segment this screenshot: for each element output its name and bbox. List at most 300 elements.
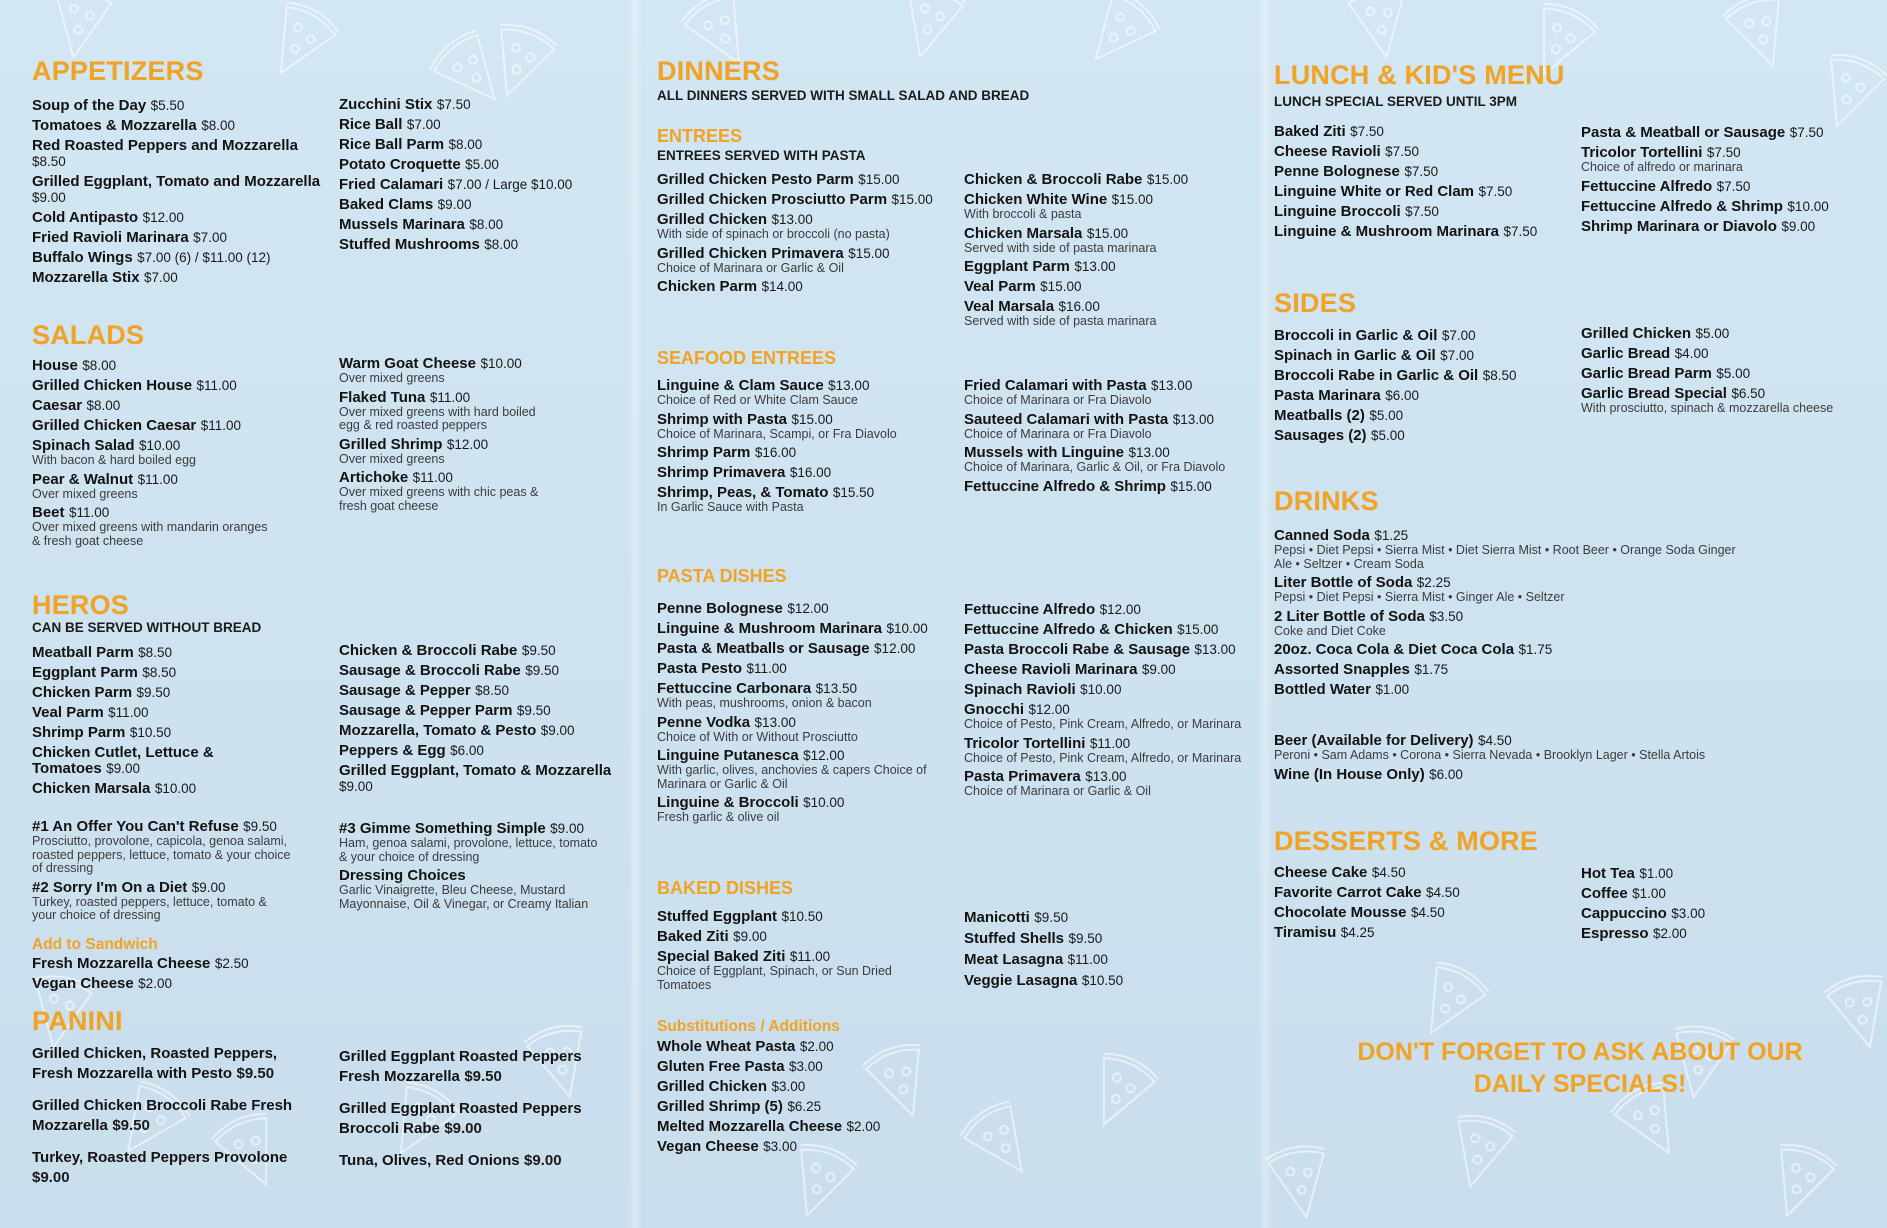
menu-item-price: $13.00 [1194,642,1236,657]
menu-item-name: Garlic Bread Special [1581,385,1727,402]
menu-item-price: $8.00 [469,217,504,232]
menu-item [32,745,282,777]
menu-item-description: Over mixed greens with chic peas & fresh goat cheese [339,485,539,513]
pizza-slice-icon [1822,970,1887,1054]
menu-item [32,438,272,468]
menu-item-name: Grilled Eggplant, Tomato & Mozzarella [339,762,612,779]
menu-item-price: $7.50 [1405,204,1439,219]
menu-item-name: Mussels Marinara [339,216,465,233]
menu-item-price: $15.00 [1170,478,1212,494]
menu-item-price: $8.00 [201,118,236,133]
entrees-subtitle: ENTREES SERVED WITH PASTA [657,148,866,163]
menu-item [657,485,957,515]
menu-item-description: Choice of Marinara, Scampi, or Fra Diavolo [657,426,897,441]
menu-item-name: Cold Antipasto [32,209,139,226]
menu-item [964,642,1264,658]
heros-subtitle: CAN BE SERVED WITHOUT BREAD [32,620,262,635]
menu-item [657,621,957,637]
menu-item [1581,125,1881,141]
menu-item [657,378,957,408]
menu-item [1581,366,1841,382]
menu-item-name: Broccoli Rabe in Garlic & Oil [1274,367,1479,384]
menu-item-description: Coke and Diet Coke [1274,623,1386,638]
menu-item-price: $12.00 [803,748,845,763]
menu-item-name: Espresso [1581,925,1649,942]
menu-item [1274,885,1574,901]
menu-item-price: $1.75 [1518,642,1553,657]
menu-item-price: $9.50 [236,1065,275,1082]
menu-item-price: $11.00 [200,418,241,433]
menu-item-name: Veal Parm [32,704,104,721]
menu-item-price: $5.50 [150,98,185,113]
menu-item [339,763,629,795]
menu-item-price: $11.00 [412,470,453,485]
menu-item [1274,642,1754,658]
menu-item-price: $15.00 [858,172,900,187]
menu-item-name: Canned Soda [1274,527,1370,544]
menu-item-price: $8.50 [475,683,509,698]
menu-item-name: Garlic Bread Parm [1581,365,1712,382]
menu-item [1274,767,1774,783]
menu-item-price: $12.00 [142,210,184,225]
menu-item-price: $7.50 [1789,125,1824,140]
menu-item [657,192,957,208]
menu-item-name: Garlic Bread [1581,345,1671,362]
menu-item [1274,865,1574,881]
pizza-slice-icon [479,19,560,106]
menu-item-price: $1.00 [1639,866,1674,881]
menu-item-name: Flaked Tuna [339,388,426,406]
menu-item-description: Fresh garlic & olive oil [657,810,780,824]
menu-item-price: $16.00 [1058,299,1100,314]
menu-item-name: Sausage & Pepper [339,682,471,699]
menu-item [32,174,322,206]
menu-item-description: With garlic, olives, anchovies & capers Choice of Marinara or Garlic & Oil [657,763,927,791]
menu-item [657,412,957,442]
lunch-col-2 [1581,125,1881,239]
menu-item [339,821,609,864]
menu-item-description: Choice of Pesto, Pink Cream, Alfredo, or Marinara [964,717,1242,731]
menu-item [964,192,1254,222]
menu-item-price: $3.00 [771,1079,806,1094]
menu-item-name: Bottled Water [1274,681,1371,698]
menu-item-price: $7.50 [1350,124,1384,139]
menu-item-name: Veal Marsala [964,298,1055,315]
menu-item-name: Assorted Snapples [1274,661,1410,678]
menu-item-description: Over mixed greens with mandarin oranges & fresh goat cheese [32,520,268,548]
menu-item [964,682,1264,698]
menu-item-name: Gluten Free Pasta [657,1058,785,1075]
menu-item-price: $7.50 [436,97,471,112]
menu-item [32,956,322,972]
menu-item-price: $6.25 [787,1099,822,1114]
menu-item-description: Pepsi • Diet Pepsi • Sierra Mist • Ginger Ale • Seltzer [1274,590,1565,604]
menu-item [657,1079,957,1095]
menu-item-price: $9.00 [191,879,226,895]
menu-item [32,250,322,266]
menu-item-name: Eggplant Parm [32,664,138,681]
menu-item [657,929,937,945]
menu-item [657,172,957,188]
menu-item-price: $9.50 [1034,910,1069,925]
menu-item [1581,886,1841,902]
menu-item [964,769,1264,799]
menu-item [964,445,1254,475]
menu-item [1274,905,1574,921]
menu-item-price: $4.50 [1426,885,1460,900]
pizza-slice-icon [1265,1142,1336,1222]
menu-item-price: $13.00 [1085,769,1127,784]
menu-item-price: $15.00 [1177,622,1219,637]
menu-item [657,465,957,481]
menu-item-description: Choice of Red or White Clam Sauce [657,393,858,407]
menu-item-description: Over mixed greens [339,451,445,466]
menu-item-name: Fettuccine Alfredo [1581,177,1713,195]
menu-item-name: Fried Ravioli Marinara [32,229,189,246]
pizza-slice-icon [255,0,342,88]
menu-item-price: $7.00 [406,117,441,132]
menu-item-price: $11.00 [746,661,787,676]
menu-item-name: Caesar [32,397,83,414]
menu-item-name: Linguine & Mushroom Marinara [657,620,883,637]
menu-item-name: Chicken Parm [657,278,758,295]
menu-item-name: Pasta Marinara [1274,387,1381,404]
menu-item-name: Mozzarella, Tomato & Pesto [339,722,537,739]
drinks-list-2 [1274,733,1774,787]
menu-item-name: 2 Liter Bottle of Soda [1274,607,1425,625]
menu-item-name: Rice Ball Parm [339,136,445,153]
menu-item-description: Over mixed greens with hard boiled egg & red roasted peppers [339,404,536,432]
baked-col-2 [964,910,1244,994]
menu-item-description: Peroni • Sam Adams • Corona • Sierra Nevada • Brooklyn Lager • Stella Artois [1274,748,1706,762]
menu-item-price: $4.50 [1477,733,1512,748]
menu-item [1274,925,1574,941]
menu-item-name: Pasta Broccoli Rabe & Sausage [964,641,1190,658]
menu-item-price: $8.50 [32,154,66,169]
menu-item-price: $5.00 [1716,366,1751,381]
menu-item-description: Choice of Marinara or Fra Diavolo [964,426,1152,441]
menu-item [1274,609,1754,639]
menu-item-price: $6.50 [1731,386,1766,401]
menu-item-description: Prosciutto, provolone, capicola, genoa salami, roasted peppers, lettuce, tomato & your choice of dressing [32,834,291,875]
menu-item-price: $6.00 [1429,766,1463,782]
menu-item-name: Favorite Carrot Cake [1274,884,1422,901]
menu-item [32,138,322,170]
menu-item-price: $13.00 [771,212,813,227]
menu-item-price: $4.50 [1410,905,1445,920]
menu-item-name: Grilled Shrimp (5) [657,1098,783,1115]
menu-item [657,681,957,711]
menu-item-name: Grilled Chicken [657,1078,768,1095]
menu-item [339,1047,599,1087]
menu-item-name: Linguine & Clam Sauce [657,377,824,394]
menu-item [657,601,957,617]
menu-item-price: $7.00 [193,230,227,245]
menu-item [657,748,957,791]
menu-item-description: With prosciutto, spinach & mozzarella cheese [1581,401,1834,415]
menu-item-description: With bacon & hard boiled egg [32,453,196,467]
daily-specials-note: DON'T FORGET TO ASK ABOUT OUR DAILY SPECIALS! [1357,1038,1803,1098]
salads-col-1 [32,358,272,552]
menu-item-price: $9.00 [524,1152,562,1169]
appetizers-col-2 [339,97,629,257]
sides-col-2 [1581,326,1841,420]
menu-item-price: $14.00 [761,279,803,294]
menu-item-name: Fettuccine Alfredo [964,601,1096,618]
menu-item-name: Stuffed Mushrooms [339,236,480,253]
menu-item [1274,224,1574,240]
menu-item [657,1039,957,1055]
menu-item-description: Turkey, roasted peppers, lettuce, tomato & your choice of dressing [32,894,267,922]
menu-item-price: $3.00 [789,1059,823,1074]
menu-item-price: $7.50 [1503,224,1538,239]
menu-item-name: Cappuccino [1581,905,1667,922]
menu-item [339,868,609,911]
menu-item-name: Beet [32,504,65,521]
menu-item-description: Ham, genoa salami, provolone, lettuce, tomato & your choice of dressing [339,836,598,864]
menu-item-name: Fettuccine Alfredo & Shrimp [964,477,1166,495]
menu-item-price: $8.00 [448,137,483,152]
menu-item-description: Choice of Marinara or Garlic & Oil [964,784,1151,798]
menu-item [339,663,629,679]
menu-item-name: Chicken & Broccoli Rabe [339,642,518,659]
menu-item [339,1099,599,1139]
menu-item-name: Chicken White Wine [964,191,1108,208]
menu-item [339,117,629,133]
menu-item-price: $16.00 [754,445,797,460]
menu-item [1274,368,1574,384]
menu-item-name: Penne Bolognese [1274,163,1400,180]
menu-item-price: $9.00 [733,929,767,944]
menu-item-price: $13.00 [1074,259,1116,274]
menu-item-description: Choice of Marinara or Fra Diavolo [964,393,1152,407]
menu-item [1274,388,1574,404]
menu-item-name: 20oz. Coca Cola & Diet Coca Cola [1274,641,1515,658]
menu-item [1274,662,1754,678]
menu-item-name: Shrimp, Peas, & Tomato [657,484,829,501]
menu-item-name: #1 An Offer You Can't Refuse [32,818,239,835]
menu-item-price: $5.00 [1695,326,1730,341]
menu-item [1581,326,1841,342]
menu-item [339,1151,599,1171]
menu-item-name: Grilled Chicken Pesto Parm [657,171,854,188]
menu-item-name: Stuffed Shells [964,930,1065,947]
menu-item-price: $12.00 [446,436,489,452]
menu-item-price: $7.00 (6) / $11.00 (12) [137,250,271,265]
menu-item-name: Sausages (2) [1274,427,1367,444]
menu-item-price: $11.00 [429,389,471,405]
menu-item-name: Red Roasted Peppers and Mozzarella [32,137,298,154]
menu-item-price: $11.00 [68,505,110,520]
menu-item-price: $12.00 [1028,702,1070,717]
menu-item-price: $4.50 [1371,865,1406,880]
menu-item-name: House [32,357,78,374]
menu-item [32,398,272,414]
menu-item-price: $1.00 [1632,886,1666,901]
menu-item [1274,408,1574,424]
menu-item-name: Grilled Eggplant, Tomato and Mozzarella [32,173,321,190]
panini-col-1 [32,1044,302,1200]
menu-item [339,177,629,193]
menu-item-name: Shrimp Parm [657,444,751,461]
menu-item-price: $1.00 [1375,682,1410,697]
salads-title: SALADS [32,320,145,350]
substitutions-title: Substitutions / Additions [657,1018,840,1035]
menu-item-name: Zucchini Stix [339,96,433,113]
menu-item-name: Baked Ziti [657,928,729,945]
pizza-slice-icon [1077,1047,1161,1137]
menu-item-price: $15.00 [891,192,933,207]
menu-item-name: Eggplant Parm [964,258,1070,275]
menu-item-price: $9.50 [112,1117,150,1134]
menu-item-price: $9.50 [464,1068,502,1085]
menu-item-price: $10.00 [154,781,197,796]
menu-item-price: $3.50 [1429,608,1464,624]
menu-item-name: Pasta & Meatballs or Sausage [657,640,870,657]
menu-item [964,622,1264,638]
pizza-slice-icon [1073,0,1165,78]
menu-item-price: $1.75 [1414,662,1449,677]
pasta-col-1 [657,601,957,829]
menu-item [1274,733,1774,763]
menu-item [964,662,1264,678]
menu-item-name: Baked Clams [339,196,434,213]
menu-item-price: $2.00 [846,1119,881,1134]
menu-item [657,1139,957,1155]
menu-item [339,197,629,213]
menu-item-name: Fettuccine Carbonara [657,680,812,697]
menu-item-description: Pepsi • Diet Pepsi • Sierra Mist • Diet Sierra Mist • Root Beer • Orange Soda Ginger Ale • Seltzer • Cream Soda [1274,543,1736,571]
menu-item [964,736,1264,766]
menu-item-price: $2.00 [1653,926,1687,941]
menu-item-price: $11.00 [196,378,237,393]
pizza-slice-icon [1441,1110,1517,1194]
menu-item-price: $9.50 [516,703,551,718]
substitutions-list [657,1039,957,1159]
menu-item-price: $15.00 [1040,279,1082,294]
menu-item-name: Melted Mozzarella Cheese [657,1118,843,1135]
menu-item-name: Spinach Ravioli [964,681,1076,698]
menu-item-price: $13.00 [754,714,796,730]
menu-item-price: $8.50 [142,665,177,680]
menu-item-name: Veggie Lasagna [964,972,1078,989]
menu-item-price: $8.50 [1482,368,1517,383]
menu-item-price: $9.00 [437,197,472,212]
menu-item-price: $13.50 [815,681,857,696]
menu-item-price: $2.50 [214,956,249,971]
menu-item-price: $10.00 [480,356,522,371]
menu-item-name: Pasta Pesto [657,660,743,677]
menu-item-description: Garlic Vinaigrette, Bleu Cheese, Mustard Mayonnaise, Oil & Vinegar, or Creamy Italian [339,883,589,911]
menu-item-description: Choice of alfredo or marinara [1581,160,1743,174]
menu-item-price: $11.00 [1089,735,1131,751]
menu-item [657,795,957,825]
menu-item-name: Grilled Chicken Caesar [32,417,197,434]
lunch-col-1 [1274,124,1574,244]
menu-item-name: Turkey, Roasted Peppers Provolone [32,1149,288,1166]
menu-item [657,949,937,992]
menu-item-price: $7.00 [144,270,178,285]
menu-item-name: Sausage & Pepper Parm [339,702,513,719]
menu-item-description: Over mixed greens [32,486,138,501]
menu-item-price: $15.00 [1111,192,1153,207]
heros-specials-col-2 [339,821,609,915]
menu-item-price: $7.00 [1441,328,1476,343]
panini-title: PANINI [32,1006,123,1036]
menu-item [339,683,629,699]
menu-item-name: Dressing Choices [339,867,466,884]
menu-item-price: $11.00 [108,705,149,720]
desserts-title: DESSERTS & MORE [1274,826,1539,856]
menu-item [1581,346,1841,362]
menu-item-name: Chicken Cutlet, Lettuce & Tomatoes [32,744,214,777]
seafood-col-2 [964,378,1254,499]
menu-item [32,880,292,923]
menu-item-name: Shrimp Marinara or Diavolo [1581,217,1777,235]
menu-item-name: Wine (In House Only) [1274,765,1425,783]
dinners-subtitle: ALL DINNERS SERVED WITH SMALL SALAD AND BREAD [657,88,1030,103]
menu-item-description: With broccoli & pasta [964,207,1082,221]
menu-item-price: $9.00 [540,723,575,738]
menu-item-name: Coffee [1581,885,1628,902]
menu-item-name: Cheese Cake [1274,864,1368,881]
menu-item-name: Linguine & Broccoli [657,794,799,811]
menu-item-price: $9.50 [1068,931,1103,946]
menu-item [657,1059,957,1075]
menu-item [964,378,1254,408]
menu-item-name: Chicken Parm [32,684,133,701]
menu-item [1581,386,1841,416]
menu-item [657,1119,957,1135]
menu-item [657,909,937,925]
menu-item-name: Tiramisu [1274,924,1337,941]
menu-item-price: $2.00 [138,976,172,991]
menu-item [32,645,282,661]
menu-item-price: $7.50 [1404,164,1439,179]
menu-item [32,705,282,721]
menu-item-price: $4.00 [1674,346,1709,361]
menu-item-price: $9.50 [243,819,277,834]
heros-col-2 [339,643,629,799]
menu-item [1274,428,1574,444]
menu-item-price: $4.25 [1340,925,1375,940]
menu-item-price: $2.25 [1416,575,1451,590]
menu-item-name: Cheese Ravioli [1274,143,1381,160]
menu-item [657,246,957,276]
menu-item [1274,575,1754,605]
menu-item-name: Chocolate Mousse [1274,904,1407,921]
menu-item-name: Cheese Ravioli Marinara [964,661,1138,678]
menu-item [339,356,559,386]
add-to-sandwich-list [32,956,322,996]
menu-item-name: Grilled Shrimp [339,435,443,453]
menu-item-price: $9.00 [1141,662,1176,677]
menu-item-price: $7.50 [1706,145,1741,160]
sides-title: SIDES [1274,288,1357,318]
menu-item [657,715,957,745]
menu-item-name: Mozzarella Stix [32,269,140,286]
menu-item-description: Choice of Eggplant, Spinach, or Sun Dried Tomatoes [657,964,892,992]
menu-item-price: $9.00 [444,1120,482,1137]
menu-item-price: $15.00 [1146,172,1189,187]
menu-item [1274,204,1574,220]
menu-item-price: $10.50 [129,725,172,740]
menu-item-name: Baked Ziti [1274,123,1346,140]
menu-item-name: Liter Bottle of Soda [1274,574,1413,591]
drinks-list [1274,528,1754,702]
salads-col-2 [339,356,559,517]
menu-item [964,226,1254,256]
